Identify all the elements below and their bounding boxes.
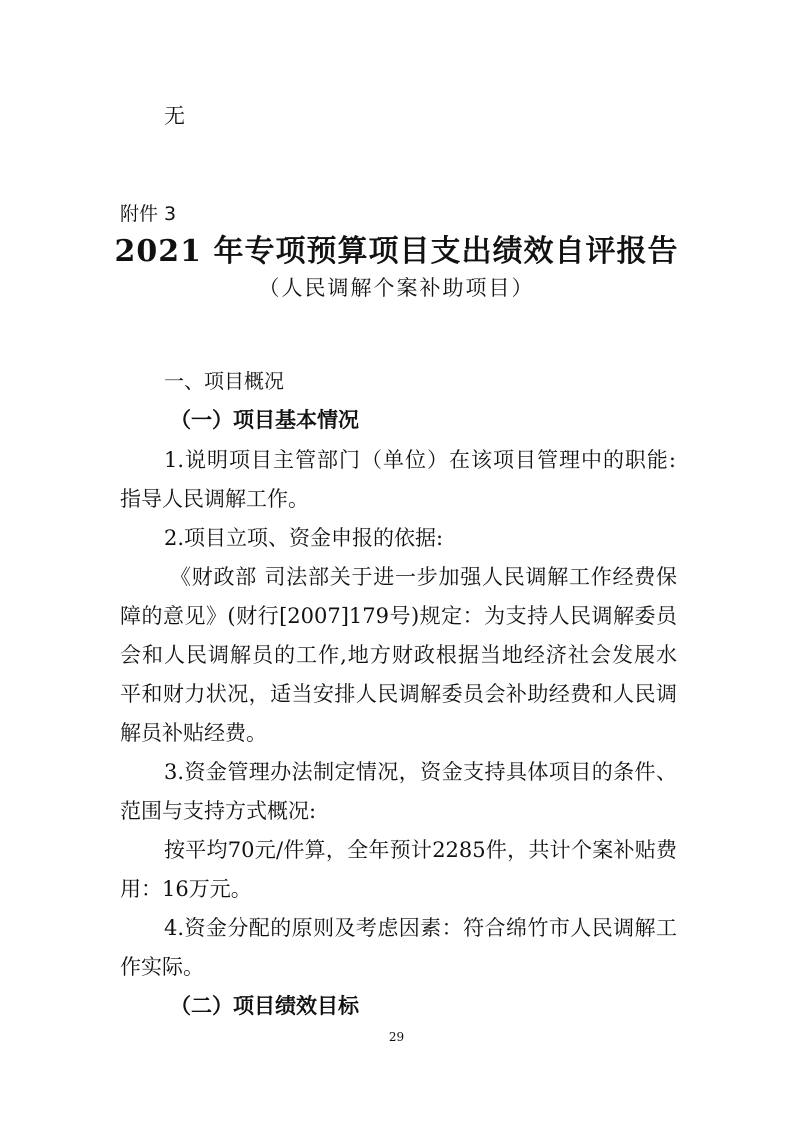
item4-line1: 4.资金分配的原则及考虑因素：符合绵竹市人民调解工 — [164, 916, 677, 940]
item1-line2: 指导人民调解工作。 — [120, 487, 309, 511]
item1-line1: 1.说明项目主管部门（单位）在该项目管理中的职能: — [164, 448, 676, 472]
item3-line3: 按平均70元/件算，全年预计2285件，共计个案补贴费 — [164, 838, 677, 862]
subsection-heading-basic-info: （一）项目基本情况 — [170, 407, 359, 432]
item4-line2: 作实际。 — [120, 955, 204, 979]
item2-line3: 障的意见》(财行[2007]179号)规定：为支持人民调解委员 — [120, 604, 677, 628]
section-heading-project-overview: 一、项目概况 — [164, 369, 284, 393]
page-number: 29 — [388, 1030, 405, 1044]
item2-line4: 会和人民调解员的工作,地方财政根据当地经济社会发展水 — [120, 643, 677, 667]
item2-line2: 《财政部 司法部关于进一步加强人民调解工作经费保 — [170, 565, 677, 589]
report-title: 2021 年专项预算项目支出绩效自评报告 — [114, 234, 679, 269]
item2-line5: 平和财力状况，适当安排人民调解委员会补助经费和人民调 — [120, 682, 677, 706]
item2-line1: 2.项目立项、资金申报的依据: — [164, 526, 444, 550]
item3-line4: 用：16万元。 — [120, 877, 252, 901]
subsection-heading-performance-goals: （二）项目绩效目标 — [170, 993, 359, 1018]
item3-line1: 3.资金管理办法制定情况，资金支持具体项目的条件、 — [164, 760, 677, 784]
item3-line2: 范围与支持方式概况: — [120, 799, 317, 823]
annex-label: 附件 3 — [120, 203, 177, 225]
item2-line6: 解员补贴经费。 — [120, 721, 267, 745]
report-subtitle: （人民调解个案补助项目） — [258, 276, 535, 300]
top-text: 无 — [164, 104, 185, 128]
